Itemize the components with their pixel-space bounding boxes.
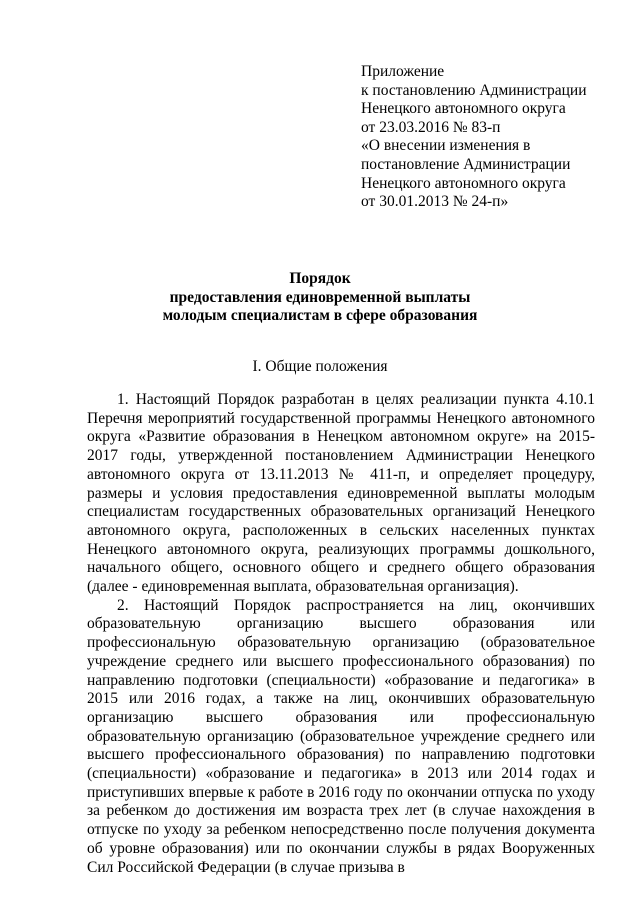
appendix-line: Приложение	[361, 63, 445, 80]
appendix-line: к постановлению Администрации	[361, 81, 587, 99]
document-title	[0, 270, 640, 326]
appendix-line: от 30.01.2013 № 24-п»	[361, 193, 509, 211]
title-line: Порядок	[289, 270, 351, 287]
appendix-line: от 23.03.2016 № 83-п	[361, 118, 501, 136]
document-body	[87, 391, 595, 877]
appendix-block	[361, 63, 631, 212]
appendix-line: Ненецкого автономного округа	[361, 100, 566, 118]
appendix-line: Ненецкого автономного округа	[361, 174, 566, 192]
paragraph-1: 1. Настоящий Порядок разработан в целях реализации пункта 4.10.1 Перечня мероприятий государственной программы Ненецкого автономного округа «Развитие образования в Ненецком автономном округе» на 2015-2017 годы, утвержденной постановлением Администрации Ненецкого автономного округа от 13.11.2013 № 411-п, и определяет процедуру, размеры и условия предоставления единовременной выплаты молодым специалистам государственных образовательных организаций Ненецкого автономного округа, расположенных в сельских населенных пунктах Ненецкого автономного округа, реализующих программы дошкольного, начального общего, основного общего и среднего общего образования (далее - единовременная выплата, образовательная организация).	[87, 391, 595, 596]
appendix-line: «О внесении изменения в	[361, 137, 531, 155]
title-line: молодым специалистам в сфере образования	[162, 307, 478, 325]
section-heading: I. Общие положения	[252, 358, 388, 375]
title-line: предоставления единовременной выплаты	[169, 288, 471, 306]
appendix-line: постановление Администрации	[361, 155, 571, 173]
paragraph-2: 2. Настоящий Порядок распространяется на лиц, окончивших образовательную организацию высшего образования или профессиональную образовательную организацию (образовательное учреждение среднего или высшего профессионального образования) по направлению подготовки (специальности) «образование и педагогика» в 2015 или 2016 годах, а также на лиц, окончивших образовательную организацию высшего образования или профессиональную образовательную организацию (образовательное учреждение среднего или высшего профессионального образования) по направлению подготовки (специальности) «образование и педагогика» в 2013 или 2014 годах и приступивших впервые к работе в 2016 году по окончании отпуска по уходу за ребенком до достижения им возраста трех лет (в случае нахождения в отпуске по уходу за ребенком непосредственно после получения документа об уровне образования) или по окончании службы в рядах Вооруженных Сил Российской Федерации (в случае призыва в	[87, 596, 595, 876]
